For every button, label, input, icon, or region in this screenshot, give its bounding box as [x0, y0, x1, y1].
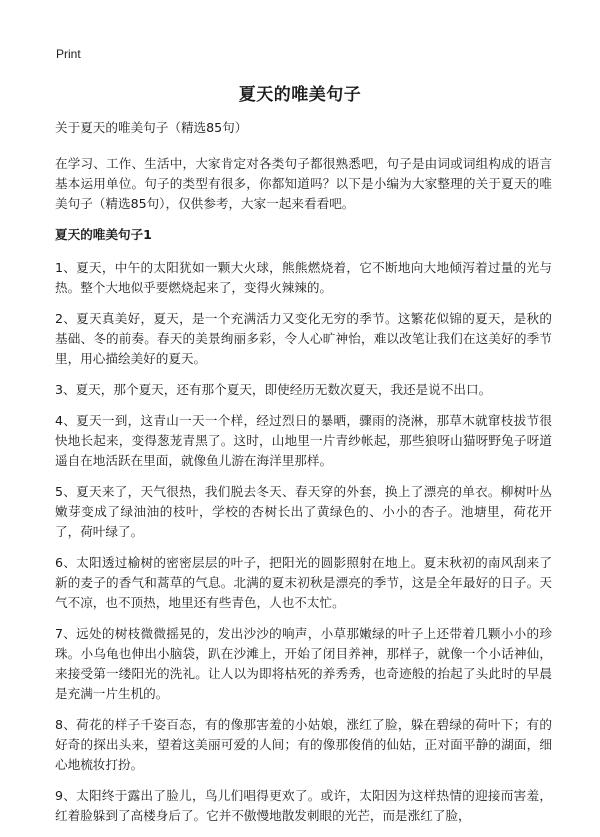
sentence-paragraph-5: 5、夏天来了，天气很热，我们脱去冬天、春天穿的外套，换上了漂亮的单衣。柳树叶丛嫩芽变成了绿油油的枝叶，学校的杏树长出了黄绿色的、小小的杏子。池塘里，荷花开了，荷叶绿了。 — [55, 484, 552, 539]
print-link[interactable]: Print — [56, 47, 81, 61]
page-title: 夏天的唯美句子 — [238, 85, 362, 105]
intro-paragraph: 在学习、工作、生活中，大家肯定对各类句子都很熟悉吧，句子是由词或词组构成的语言基本运用单位。句子的类型有很多，你都知道吗？以下是小编为大家整理的关于夏天的唯美句子（精选85句），仅供参考，大家一起来看看吧。 — [55, 156, 552, 211]
sentence-paragraph-2: 2、夏天真美好，夏天，是一个充满活力又变化无穷的季节。这繁花似锦的夏天，是秋的基础、冬的前奏。春天的美景绚丽多彩，令人心旷神怡，难以改笔让我们在这美好的季节里，用心描绘美好的夏天。 — [55, 311, 552, 366]
sentence-paragraph-6: 6、太阳透过榆树的密密层层的叶子，把阳光的圆影照射在地上。夏末秋初的南风刮来了新的麦子的香气和蒿草的气息。北满的夏末初秋是漂亮的季节，这是全年最好的日子。天气不凉，也不顶热，地里还有些青色，人也不太忙。 — [55, 555, 552, 610]
sentence-paragraph-1: 1、夏天，中午的太阳犹如一颗大火球，熊熊燃烧着，它不断地向大地倾泻着过量的光与热。整个大地似乎要燃烧起来了，变得火辣辣的。 — [55, 260, 552, 295]
article-body — [55, 118, 552, 837]
sentence-paragraph-4: 4、夏天一到，这青山一天一个样，经过烈日的暴晒，骤雨的浇淋，那草木就窜枝拔节很快地长起来，变得葱茏青黑了。这时，山地里一片青纱帐起，那些狼呀山猫呀野兔子呀道遥自在地活跃在里面，就像鱼儿游在海洋里那样。 — [55, 413, 552, 468]
sentence-paragraph-3: 3、夏天，那个夏天，还有那个夏天，即使经历无数次夏天，我还是说不出口。 — [55, 382, 492, 397]
section-heading: 夏天的唯美句子1 — [55, 227, 152, 242]
sentence-paragraph-8: 8、荷花的样子千姿百态，有的像那害羞的小姑娘，涨红了脸，躲在碧绿的荷叶下；有的好奇的探出头来，望着这美丽可爱的人间；有的像那俊俏的仙姑，正对面平静的湖面，细心地梳妆打扮。 — [55, 717, 552, 772]
sentence-paragraph-9: 9、太阳终于露出了脸儿，鸟儿们唱得更欢了。或许，太阳因为这样热情的迎接而害羞，红着脸躲到了高楼身后了。它并不傲慢地散发刺眼的光芒，而是涨红了脸， — [55, 788, 552, 823]
article-subtitle: 关于夏天的唯美句子（精选85句） — [55, 120, 248, 135]
sentence-paragraph-7: 7、远处的树枝微微摇晃的，发出沙沙的响声，小草那嫩绿的叶子上还带着几颗小小的珍珠。小乌龟也伸出小脑袋，趴在沙滩上，开始了闭目养神，那样子，就像一个小话神仙，来接受第一缕阳光的洗礼。让人以为即将枯死的养秀秀，也奇迹般的抬起了头此时的早晨是充满一片生机的。 — [55, 626, 552, 701]
